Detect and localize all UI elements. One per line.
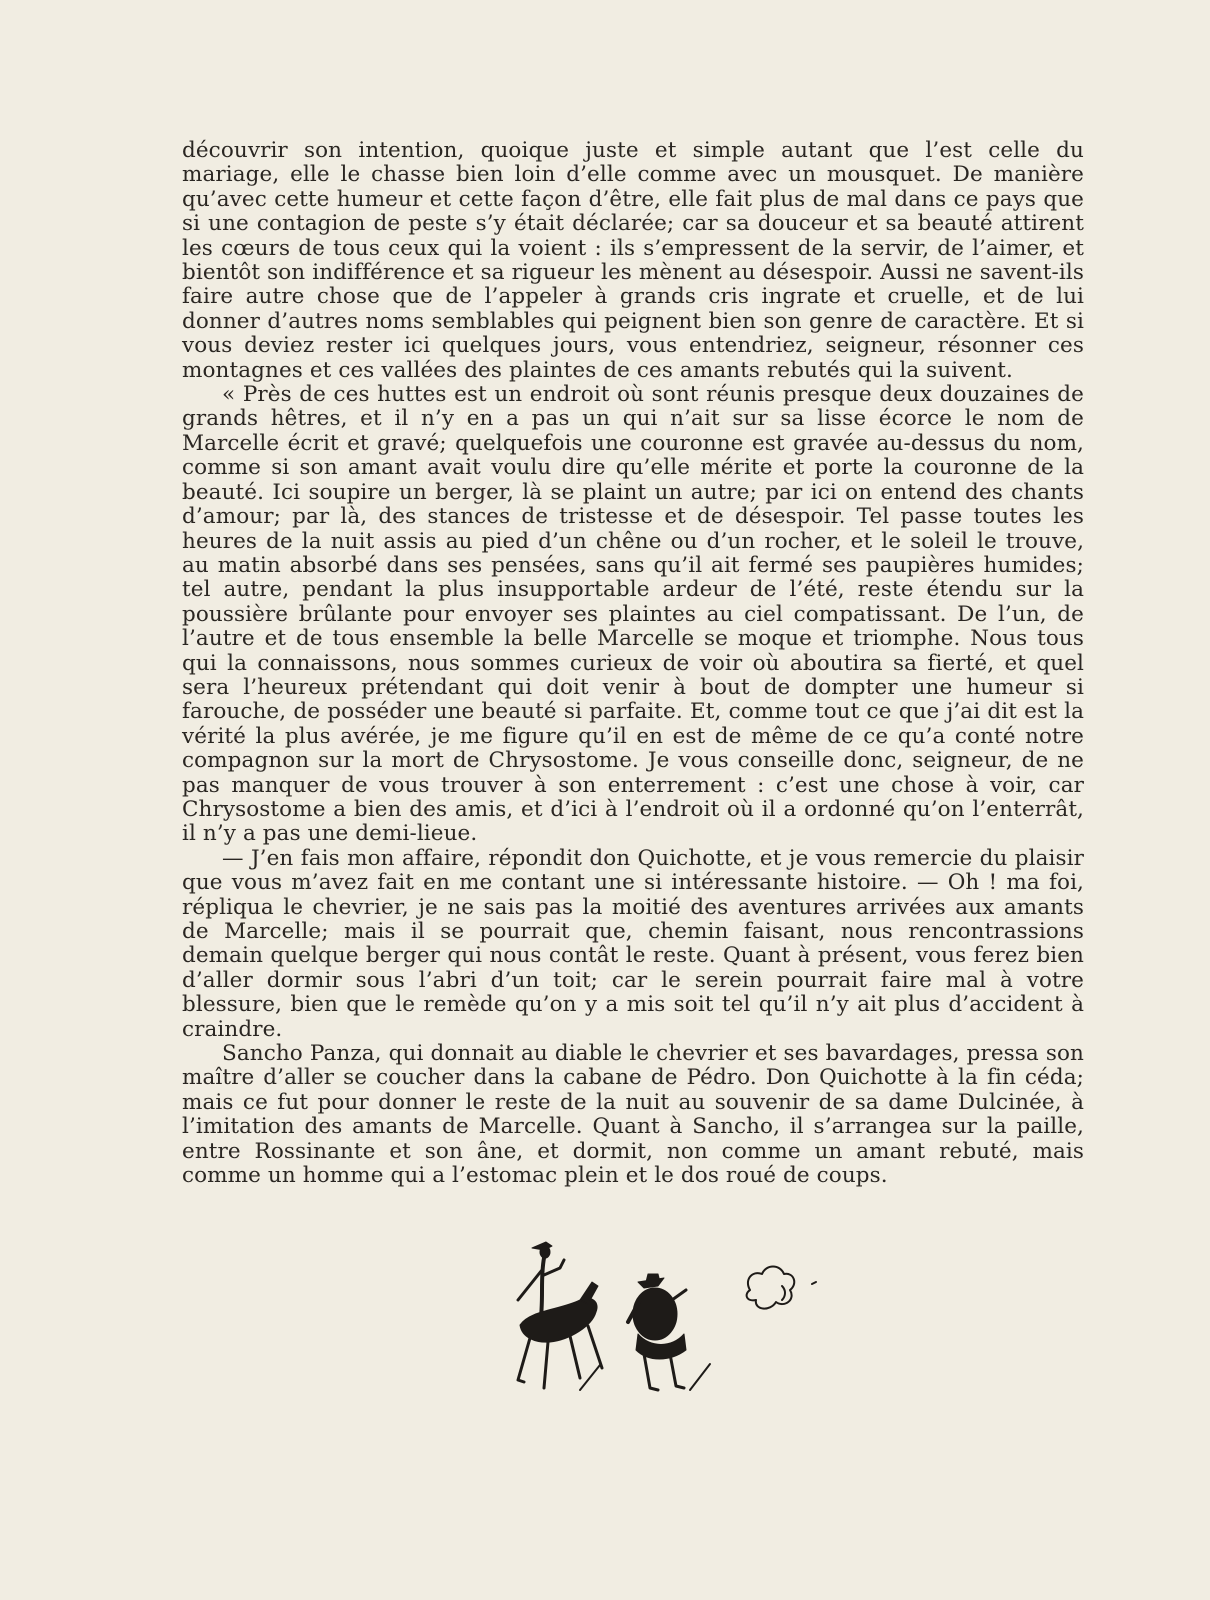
paragraph-1: découvrir son intention, quoique juste et simple autant que l’est celle du mariage, elle le chasse bien loin d’elle comme avec un mousquet. De manière qu’avec cette humeur et cette façon d’être, elle fait plus de mal dans ce pays que si une contagion de peste s’y était déclarée; car sa douceur et sa beauté attirent les cœurs de tous ceux qui la voient : ils s’empressent de la servir, de l’aimer, et bientôt son indifférence et sa rigueur les mènent au désespoir. Aussi ne savent-ils faire autre chose que de l’appeler à grands cris ingrate et cruelle, et de lui donner d’autres noms semblables qui peignent bien son genre de caractère. Et si vous deviez rester ici quelques jours, vous entendriez, seigneur, résonner ces montagnes et ces vallées des plaintes de ces amants rebutés qui la suivent. — [182, 138, 1084, 383]
body-text — [182, 139, 1084, 1188]
sancho-panza-figure — [628, 1274, 710, 1390]
paragraph-3: — J’en fais mon affaire, répondit don Quichotte, et je vous remercie du plaisir que vous m’avez fait en me contant une si intéressante histoire. — Oh ! ma foi, répliqua le chevrier, je ne sais pas la moitié des aventures arrivées aux amants de Marcelle; mais il se pourrait que, chemin faisant, nous rencontrassions demain quelque berger qui nous contât le reste. Quant à présent, vous ferez bien d’aller dormir sous l’abri d’un toit; car le serein pourrait faire mal à votre blessure, bien que le remède qu’on y a mis soit tel qu’il n’y ait plus d’accident à craindre. — [182, 845, 1084, 1042]
paragraph-2: « Près de ces huttes est un endroit où sont réunis presque deux douzaines de grands hêtres, et il n’y en a pas un qui n’ait sur sa lisse écorce le nom de Marcelle écrit et gravé; quelquefois une couronne est gravée au-dessus du nom, comme si son amant avait voulu dire qu’elle mérite et porte la couronne de la beauté. Ici soupire un berger, là se plaint un autre; par ici on entend des chants d’amour; par là, des stances de tristesse et de désespoir. Tel passe toutes les heures de la nuit assis au pied d’un chêne ou d’un rocher, et le soleil le trouve, au matin absorbé dans ses pensées, sans qu’il ait fermé ses paupières humides; tel autre, pendant la plus insupportable ardeur de l’été, reste étendu sur la poussière brûlante pour envoyer ses plaintes au ciel compatissant. De l’un, de l’autre et de tous ensemble la belle Marcelle se moque et triomphe. Nous tous qui la connaissons, nous sommes curieux de voir où aboutira sa fierté, et quel sera l’heureux prétendant qui doit venir à bout de dompter une humeur si farouche, de posséder une beauté si parfaite. Et, comme tout ce que j’ai dit est la vérité la plus avérée, je me figure qu’il en est de même de ce qu’a conté notre compagnon sur la mort de Chrysostome. Je vous conseille donc, seigneur, de ne pas manquer de vous trouver à son enterrement : c’est une chose à voir, car Chrysostome a bien des amis, et d’ici à l’endroit où il a ordonné qu’on l’enterrât, il n’y a pas une demi-lieue. — [182, 382, 1084, 847]
don-quichotte-figure — [518, 1242, 602, 1390]
paragraph-4: Sancho Panza, qui donnait au diable le chevrier et ses bavardages, pressa son maître d’aller se coucher dans la cabane de Pédro. Don Quichotte à la fin céda; mais ce fut pour donner le reste de la nuit au souvenir de sa dame Dulcinée, à l’imitation des amants de Marcelle. Quant à Sancho, il s’arrangea sur la paille, entre Rossinante et son âne, et dormit, non comme un amant rebuté, mais comme un homme qui a l’estomac plein et le dos roué de coups. — [182, 1041, 1084, 1189]
don-quichotte-sancho-illustration — [500, 1230, 820, 1430]
cloud-doodle — [747, 1267, 816, 1309]
